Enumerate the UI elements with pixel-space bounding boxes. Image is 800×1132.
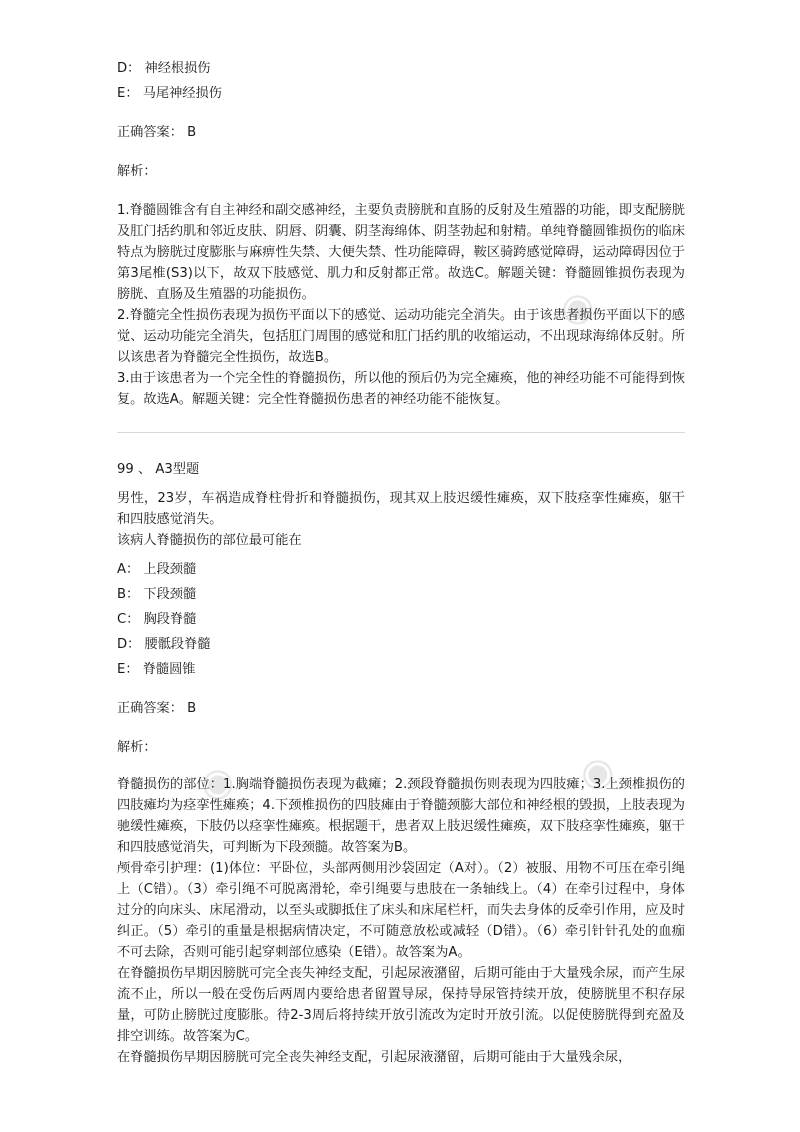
- q99-option-b: B： 下段颈髓: [117, 587, 197, 602]
- prev-analysis-label: 解析：: [117, 164, 157, 179]
- question-divider: [117, 432, 685, 433]
- q99-question: 该病人脊髓损伤的部位最可能在: [117, 533, 302, 548]
- q99-analysis-4: 在脊髓损伤早期因膀胱可完全丧失神经支配，引起尿液潴留，后期可能由于大量残余尿，: [117, 1050, 632, 1065]
- prev-option-d: D： 神经根损伤: [117, 61, 211, 76]
- prev-analysis-2: 2.脊髓完全性损伤表现为损伤平面以下的感觉、运动功能完全消失。由于该患者损伤平面以下的感觉、运动功能完全消失，包括肛门周围的感觉和肛门括约肌的收缩运动，不出现球海绵体反射。所以该患者为脊髓完全性损伤，故选B。: [117, 308, 685, 365]
- watermark-1: ◉: [552, 280, 601, 334]
- q99-analysis-1: 脊髓损伤的部位：1.胸端脊髓损伤表现为截瘫；2.颈段脊髓损伤则表现为四肢瘫；3.上颈椎损伤的四肢瘫均为痉挛性瘫痪；4.下颈椎损伤的四肢瘫由于脊髓颈膨大部位和神经根的毁损，上肢表现为驰缓性瘫痪，下肢仍以痉挛性瘫痪。根据题干，患者双上肢迟缓性瘫痪，双下肢痉挛性瘫痪，躯干和四肢感觉消失，可判断为下段颈髓。故答案为B。: [117, 777, 685, 855]
- watermark-2: ◉: [192, 755, 241, 809]
- q99-analysis-2: 颅骨牵引护理：(1)体位：平卧位，头部两侧用沙袋固定（A对）。（2）被服、用物不可压在牵引绳上（C错）。（3）牵引绳不可脱离滑轮，牵引绳要与患肢在一条轴线上。（4）在牵引过程中，身体过分的向床头、床尾滑动，以至头或脚抵住了床头和床尾栏杆，而失去身体的反牵引作用，应及时纠正。（5）牵引的重量是根据病情决定，不可随意放松或减轻（D错）。（6）牵引针针孔处的血痂不可去除，否则可能引起穿刺部位感染（E错）。故答案为A。: [117, 861, 685, 960]
- q99-option-c: C： 胸段脊髓: [117, 612, 197, 627]
- q99-option-e: E： 脊髓圆锥: [117, 662, 196, 677]
- q99-option-a: A： 上段颈髓: [117, 562, 197, 577]
- prev-analysis-1: 1.脊髓圆锥含有自主神经和副交感神经，主要负责膀胱和直肠的反射及生殖器的功能，即支配膀胱及肛门括约肌和邻近皮肤、阴唇、阴囊、阴茎海绵体、阴茎勃起和射精。单纯脊髓圆锥损伤的临床特点为膀胱过度膨胀与麻痹性失禁、大便失禁、性功能障碍，鞍区骑跨感觉障碍，运动障碍因位于第3尾椎(S3)以下，故双下肢感觉、肌力和反射都正常。故选C。解题关键：脊髓圆锥损伤表现为膀胱、直肠及生殖器的功能损伤。: [117, 203, 685, 302]
- watermark-3: ◉: [572, 745, 621, 799]
- document-page: [117, 58, 685, 1068]
- prev-answer: 正确答案： B: [117, 125, 197, 140]
- q99-analysis-label: 解析：: [117, 740, 157, 755]
- prev-option-e: E： 马尾神经损伤: [117, 86, 222, 101]
- q99-header: 99 、 A3型题: [117, 462, 200, 477]
- q99-analysis-3: 在脊髓损伤早期因膀胱可完全丧失神经支配，引起尿液潴留，后期可能由于大量残余尿，而产生尿流不止，所以一般在受伤后两周内要给患者留置导尿，保持导尿管持续开放，使膀胱里不积存尿量，可防止膀胱过度膨胀。待2-3周后将持续开放引流改为定时开放引流。以促使膀胱得到充盈及排空训练。故答案为C。: [117, 966, 685, 1044]
- q99-answer: 正确答案： B: [117, 701, 197, 716]
- q99-option-d: D： 腰骶段脊髓: [117, 637, 211, 652]
- q99-stem: 男性，23岁，车祸造成脊柱骨折和脊髓损伤，现其双上肢迟缓性瘫痪，双下肢痉挛性瘫痪，躯干和四肢感觉消失。: [117, 491, 685, 527]
- prev-analysis-3: 3.由于该患者为一个完全性的脊髓损伤，所以他的预后仍为完全瘫痪，他的神经功能不可能得到恢复。故选A。解题关键：完全性脊髓损伤患者的神经功能不能恢复。: [117, 371, 685, 407]
